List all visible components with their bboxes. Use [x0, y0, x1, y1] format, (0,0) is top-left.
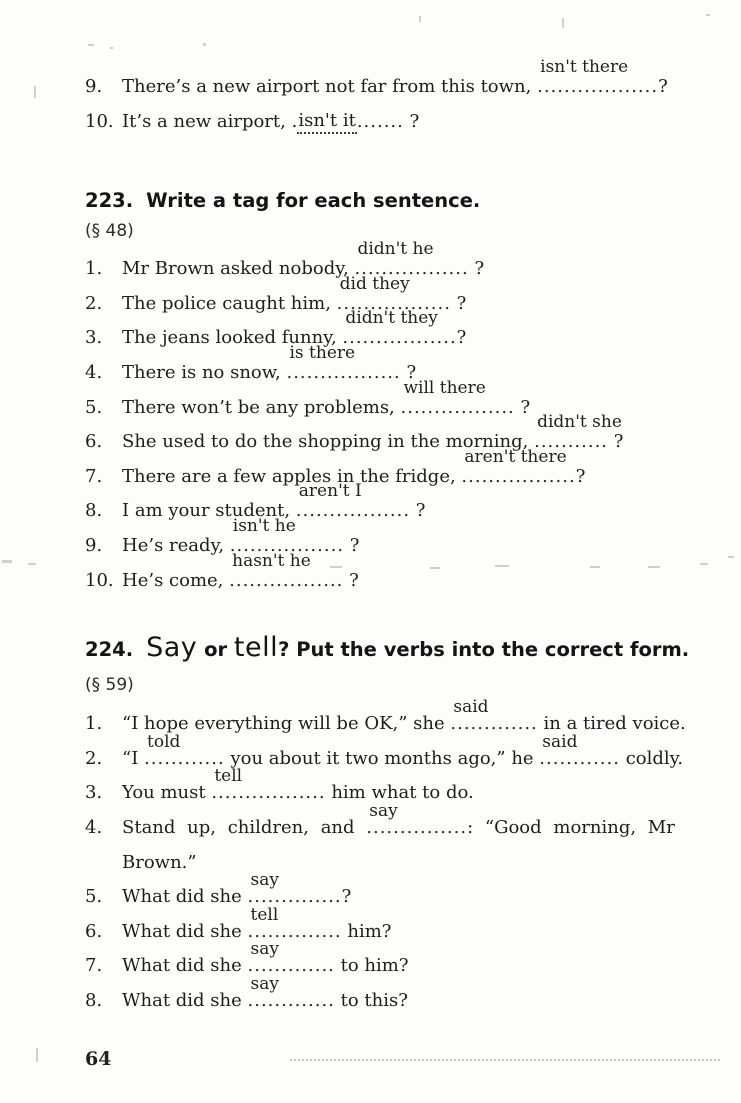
item-text: There are a few apples in the fridge, aren't there .................?	[122, 446, 586, 487]
exercise-item	[85, 105, 699, 140]
scan-artifact	[590, 566, 600, 568]
scan-artifact	[419, 16, 421, 22]
filled-answer: say	[250, 870, 279, 891]
scan-artifact	[36, 1048, 38, 1062]
answer-blank[interactable]	[461, 446, 576, 487]
dotted-line: .................	[211, 782, 326, 804]
scan-artifact	[728, 556, 734, 558]
exercise-title: Write a tag for each sentence.	[146, 189, 481, 213]
item-number: 9.	[85, 534, 103, 556]
dotted-line: ..................	[537, 76, 659, 97]
item-number: 4.	[85, 361, 103, 383]
item-number: 7.	[85, 955, 103, 977]
item-text: I am your student, aren't I ................. ?	[122, 481, 426, 522]
dotted-line: .................	[286, 361, 401, 383]
answer-blank[interactable]	[247, 973, 335, 1011]
filled-answer: tell	[214, 766, 243, 787]
item-text: What did she say ..............?	[122, 870, 352, 908]
exercise-item	[85, 973, 699, 1019]
dotted-line: .................	[354, 258, 469, 280]
item-text: What did she say ............. to him?	[122, 939, 409, 977]
dotted-line: .................	[400, 396, 515, 418]
item-number: 10.	[85, 569, 114, 591]
filled-answer: said	[453, 697, 489, 718]
scan-artifact	[88, 44, 94, 46]
answer-blank[interactable]	[450, 697, 538, 735]
scan-artifact	[34, 86, 36, 98]
exercise-item	[85, 550, 699, 599]
filled-answer: hasn't he	[232, 550, 311, 571]
title-part: tell	[233, 632, 279, 664]
item-text: “I hope everything will be OK,” she said ............. in a tired voice.	[122, 697, 686, 735]
scan-artifact	[110, 47, 113, 49]
exercise-223-header	[85, 189, 699, 212]
item-number: 4.	[85, 816, 103, 838]
filled-answer: aren't I	[298, 481, 362, 502]
scan-artifact	[495, 565, 509, 567]
scan-artifact	[430, 567, 440, 569]
exercise-item	[85, 412, 699, 460]
item-text: There’s a new airport not far from this town, isn't there ..................?	[122, 57, 668, 97]
title-part: or	[197, 638, 234, 662]
filled-answer: say	[250, 973, 279, 994]
dotted-line: .................	[461, 465, 576, 487]
answer-blank[interactable]	[247, 870, 342, 908]
item-text: There is no snow, is there ................. ?	[122, 342, 417, 383]
filled-answer: didn't they	[345, 308, 438, 329]
item-text: He’s come, hasn't he ................. ?	[122, 550, 359, 591]
dotted-line: ...........	[534, 431, 609, 453]
answer-blank[interactable]	[144, 731, 225, 769]
filled-answer: isn't he	[232, 515, 296, 536]
dotted-line: .................	[342, 327, 457, 349]
exercise-item	[85, 904, 699, 950]
item-text: “I told ............ you about it two months ago,” he said ............ coldly.	[122, 731, 684, 769]
dotted-line: .................	[229, 534, 345, 556]
exercise-item	[85, 308, 699, 356]
item-text: Stand up, children, and say ...............: “Good morning, Mr Brown.”	[122, 800, 675, 873]
filled-answer: is there	[289, 342, 356, 363]
answer-blank[interactable]	[539, 731, 620, 769]
dotted-line: ..............	[247, 886, 342, 908]
filled-answer: didn't she	[537, 412, 622, 433]
dotted-line: .............	[450, 713, 538, 735]
answer-blank[interactable]	[286, 342, 401, 383]
answer-blank[interactable]	[537, 57, 659, 97]
answer-blank[interactable]	[211, 766, 326, 804]
item-text: What did she say ............. to this?	[122, 973, 408, 1011]
filled-answer: didn't he	[357, 239, 434, 260]
dotted-line: ..............	[247, 920, 342, 942]
section-reference: (§ 48)	[85, 221, 134, 242]
item-text: What did she tell .............. him?	[122, 904, 392, 942]
answer-blank[interactable]	[400, 377, 515, 418]
title-part: Say	[146, 632, 198, 664]
filled-answer: isn't it	[297, 110, 356, 134]
exercise-number: 224.	[85, 638, 134, 662]
dotted-line: ............	[144, 747, 225, 769]
item-text: Mr Brown asked nobody, didn't he ................. ?	[122, 239, 485, 280]
item-number: 8.	[85, 500, 103, 522]
filled-answer: said	[542, 731, 578, 752]
answer-blank[interactable]	[366, 800, 468, 838]
scan-artifact	[648, 566, 660, 568]
exercise-224-title	[146, 632, 690, 664]
filled-answer: aren't there	[464, 446, 567, 467]
item-number: 5.	[85, 396, 103, 418]
exercise-223-items	[85, 239, 699, 598]
item-text: He’s ready, isn't he ................. ?	[122, 515, 360, 556]
dotted-line: .................	[229, 569, 344, 591]
item-text: There won’t be any problems, will there ................. ?	[122, 377, 531, 418]
answer-blank[interactable]	[295, 481, 411, 522]
item-number: 3.	[85, 327, 103, 349]
exercise-item	[85, 446, 699, 495]
scan-artifact	[706, 14, 710, 16]
item-number: 3.	[85, 782, 103, 804]
answer-blank[interactable]	[342, 308, 457, 349]
exercise-item	[85, 57, 699, 105]
dotted-line: ............	[539, 747, 620, 769]
dotted-line: .................	[336, 292, 451, 314]
item-text: She used to do the shopping in the morning, didn't she ........... ?	[122, 412, 624, 453]
answer-blank[interactable]: .isn't it.......	[291, 109, 404, 132]
item-number: 7.	[85, 465, 103, 487]
item-number: 2.	[85, 747, 103, 769]
item-text: You must tell ................. him what to do.	[122, 766, 474, 804]
item-number: 10.	[85, 110, 114, 132]
exercise-item	[85, 481, 699, 529]
filled-answer: did they	[339, 273, 410, 294]
item-number: 6.	[85, 920, 103, 942]
item-text: The jeans looked funny, didn't they .................?	[122, 308, 467, 349]
scan-artifact	[290, 1059, 720, 1061]
title-part: ? Put the verbs into the correct form.	[278, 638, 690, 662]
exercise-item	[85, 731, 699, 777]
intro-items	[85, 0, 699, 139]
filled-answer: told	[147, 731, 181, 752]
item-number: 2.	[85, 292, 103, 314]
exercise-item	[85, 342, 699, 391]
scan-artifact	[203, 43, 206, 46]
exercise-item	[85, 515, 699, 564]
scan-artifact	[562, 18, 564, 28]
item-number: 1.	[85, 713, 103, 735]
exercise-number: 223.	[85, 189, 134, 213]
item-text: It’s a new airport, .isn't it....... ?	[122, 109, 420, 132]
scan-artifact	[700, 563, 708, 565]
item-number: 8.	[85, 989, 103, 1011]
scan-artifact	[28, 563, 36, 565]
dotted-line: .......	[356, 110, 404, 132]
filled-answer: tell	[250, 904, 279, 925]
filled-answer: will there	[403, 377, 486, 398]
exercise-224-header	[85, 632, 699, 663]
item-number: 9.	[85, 76, 103, 97]
filled-answer: say	[250, 939, 279, 960]
item-number: 6.	[85, 431, 103, 453]
scan-artifact	[2, 560, 12, 563]
dotted-line: ...............	[366, 816, 468, 838]
exercise-item	[85, 870, 699, 915]
item-text: The police caught him, did they ................. ?	[122, 273, 467, 314]
item-number: 1.	[85, 258, 103, 280]
section-reference: (§ 59)	[85, 675, 134, 696]
dotted-line: .............	[247, 989, 335, 1011]
exercise-item	[85, 800, 699, 880]
page-number: 64	[85, 1048, 112, 1071]
dotted-line: .................	[295, 500, 411, 522]
filled-answer: isn't there	[540, 57, 629, 77]
answer-blank[interactable]	[229, 550, 344, 591]
exercise-item	[85, 939, 699, 984]
filled-answer: say	[369, 800, 398, 821]
dotted-line: .............	[247, 955, 335, 977]
item-number: 5.	[85, 886, 103, 908]
scan-artifact	[330, 566, 342, 568]
exercise-224-items	[85, 697, 699, 1018]
